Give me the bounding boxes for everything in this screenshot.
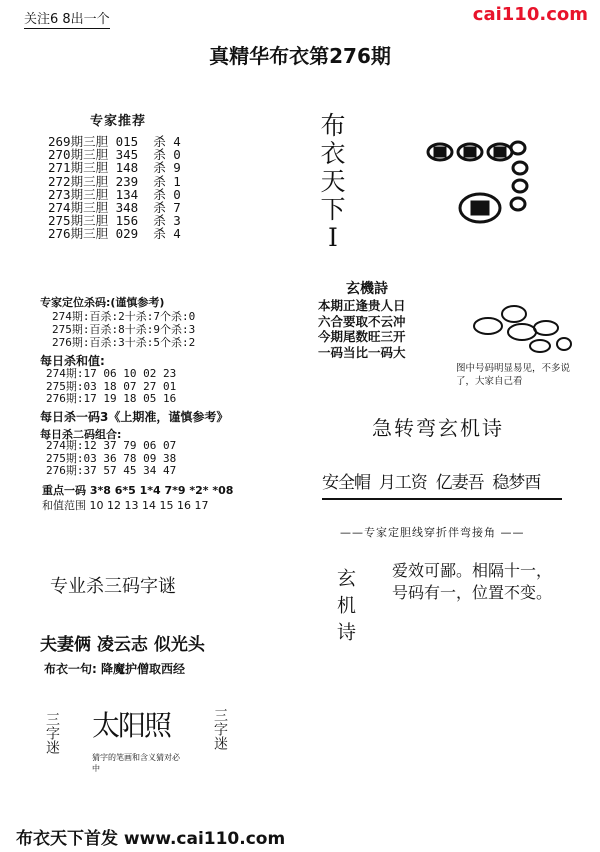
recommend-row: 276期三胆 029 杀 4 [48, 226, 181, 242]
site-logo[interactable]: cai110.com [472, 4, 588, 25]
riddle-heading: 专业杀三码字谜 [50, 576, 176, 597]
kill-pair-title: 每日杀二码组合: [40, 428, 122, 441]
recommend-row: 269期三胆 015 杀 4 [48, 134, 181, 149]
sum-range: 和值范围 10 12 13 14 15 16 17 [42, 499, 209, 512]
aixiao-line: 爱效可鄙。相隔十一， [392, 561, 553, 580]
daily-sum-row: 275期:03 18 07 27 01 [46, 379, 177, 393]
recommend-row: 270期三胆 345 杀 0 [48, 147, 181, 163]
taiyang-note: 猜字的笔画和含义猜对必中 [92, 753, 180, 773]
recommend-row: 274期三胆 348 杀 7 [48, 200, 181, 216]
daily-sum-title: 每日杀和值: [40, 354, 105, 368]
taiyang-riddle: 太阳照 [92, 709, 171, 742]
page-title: 真精华布衣第276期 [209, 44, 391, 68]
focus-code: 重点一码 3*8 6*5 1*4 7*9 *2* *08 [42, 484, 234, 497]
coin-diagram-icon [418, 130, 548, 240]
recommend-title: 专家推荐 [90, 114, 147, 129]
coin-chain-icon [458, 298, 578, 368]
xuanji-vertical: 玄机诗 [334, 568, 356, 649]
kill-pair-row: 274期:12 37 79 06 07 [46, 439, 177, 452]
position-kill-row: 275期:百杀:8十杀:9个杀:3 [52, 322, 196, 336]
daily-sum-row: 276期:17 19 18 05 16 [46, 392, 177, 406]
aixiao-poem [392, 560, 552, 604]
poem-line: 六合要取不云冲 [318, 313, 406, 329]
recommend-list [48, 135, 181, 241]
poem-line: 今期尾数旺三开 [318, 329, 406, 344]
position-kill-row: 274期:百杀:2十杀:7个杀:0 [52, 310, 196, 323]
slogan: 安全帽 月工资 亿妻吾 稳梦酉 [322, 468, 562, 500]
three-char-riddle-left: 三字迷 [44, 712, 60, 754]
top-note: 关注6 8出一个 [24, 8, 110, 29]
daily-sum-row: 274期:17 06 10 02 23 [46, 367, 177, 380]
poem-heading: 玄機詩 [346, 281, 388, 297]
three-char-riddle-right: 三字迷 [212, 708, 228, 750]
hint-text: 图中号码明显易见，不多说了，大家自己看 [456, 363, 571, 387]
recommend-row: 275期三胆 156 杀 3 [48, 213, 181, 229]
buyi-vertical-title: 布衣天下Ⅰ [320, 111, 346, 252]
position-kill-title: 专家定位杀码:(谨慎参考) [40, 296, 165, 309]
poem-line: 一码当比一码大 [318, 344, 406, 360]
recommend-row: 271期三胆 148 杀 9 [48, 160, 181, 176]
footer: 布衣天下首发 www.cai110.com [16, 829, 286, 849]
kill-one-code: 每日杀一码3《上期准，谨慎参考》 [40, 410, 229, 424]
aixiao-line: 号码有一，位置不变。 [392, 583, 553, 602]
principle-line: ——专家定胆线穿折伴弯接角 —— [340, 526, 525, 539]
kill-pair-row: 275期:03 36 78 09 38 [46, 451, 177, 465]
poem-lines [318, 298, 406, 360]
position-kill-row: 276期:百杀:3十杀:5个杀:2 [52, 335, 196, 349]
riddle-line: 夫妻俩 凌云志 似光头 [40, 635, 205, 655]
recommend-row: 272期三胆 239 杀 1 [48, 173, 181, 189]
recommend-row: 273期三胆 134 杀 0 [48, 186, 181, 202]
buyi-sentence: 布衣一句: 降魔护僧取西经 [44, 662, 185, 676]
position-kill-list [52, 311, 195, 349]
daily-sum-list [46, 368, 176, 406]
poem-line: 本期正逢贵人日 [318, 298, 406, 313]
riddle-poem-heading: 急转弯玄机诗 [372, 416, 504, 440]
kill-pair-list [46, 440, 176, 478]
kill-pair-row: 276期:37 57 45 34 47 [46, 464, 177, 478]
